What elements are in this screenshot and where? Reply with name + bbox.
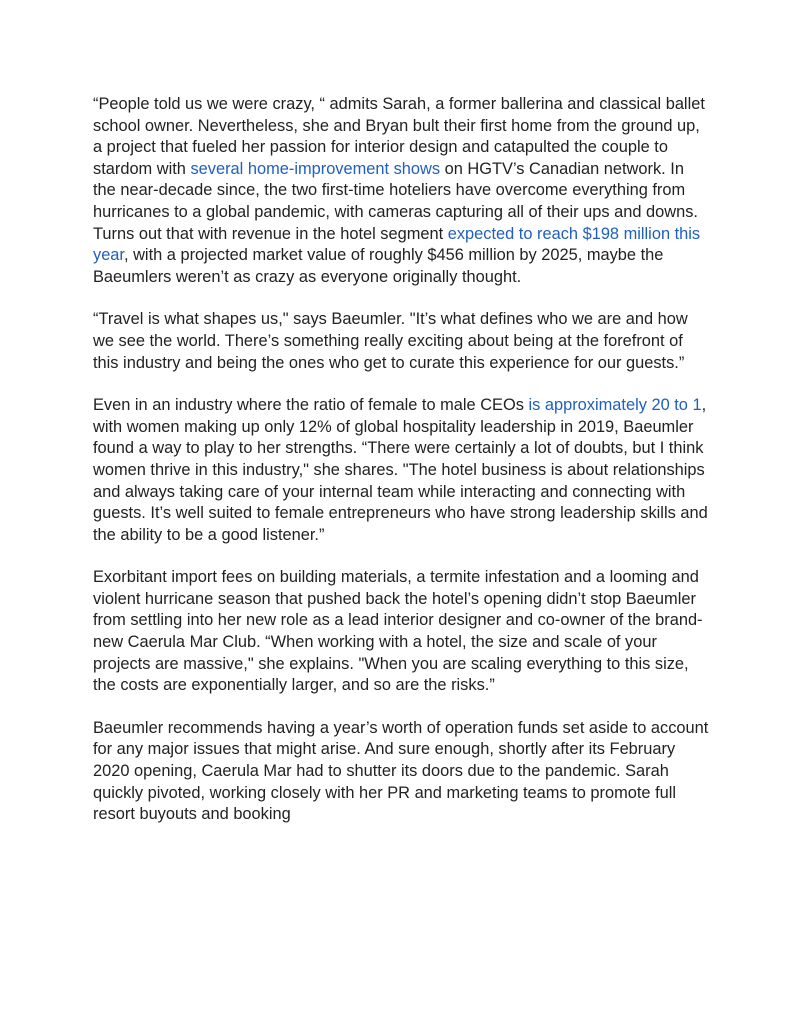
link-is-approximately-20-to-1[interactable]: is approximately 20 to 1 [528, 396, 702, 415]
article-body [93, 94, 711, 847]
link-expected-to-reach[interactable]: expected to reach $198 million this year [93, 224, 701, 265]
link-several-home-improvement-shows[interactable]: several home-improvement shows [190, 159, 441, 178]
paragraph-1 [93, 94, 711, 288]
text-segment: Exorbitant import fees on building materials, a termite infestation and a looming and violent hurricane season that pushed back the hotel’s opening didn’t stop Baeumler from settling into her new role as a lead interior designer and co-owner of the brand-new Caerula Mar Club. “When working with a hotel, the size and scale of your projects are massive," she explains. "When you are scaling everything to this size, the costs are exponentially larger, and so are the risks.” [93, 568, 703, 695]
text-segment: “People told us we were crazy, “ admits Sarah, a former ballerina and classical ballet school owner. Nevertheless, she and Bryan bult their first home from the ground up, a project that fueled her passion for interior design and catapulted the couple to stardom with [93, 95, 705, 178]
paragraph-2 [93, 309, 711, 374]
paragraph-3 [93, 395, 711, 546]
text-segment: on HGTV’s Canadian network. In the near-decade since, the two first-time hoteliers have overcome everything from hurricanes to a global pandemic, with cameras capturing all of their ups and downs. Turns out that with revenue in the hotel segment [93, 159, 698, 243]
paragraph-5 [93, 718, 711, 826]
text-segment: Baeumler recommends having a year’s worth of operation funds set aside to account for any major issues that might arise. And sure enough, shortly after its February 2020 opening, Caerula Mar had to shutter its doors due to the pandemic. Sarah quickly pivoted, working closely with her PR and marketing teams to promote full resort buyouts and booking [93, 718, 709, 824]
text-segment: Even in an industry where the ratio of female to male CEOs [93, 396, 529, 415]
paragraph-4 [93, 567, 711, 697]
text-segment: , with women making up only 12% of global hospitality leadership in 2019, Baeumler found a way to play to her strengths. “There were certainly a lot of doubts, but I think women thrive in this industry," she shares. "The hotel business is about relationships and always taking care of your internal team while interacting and connecting with guests. It’s well suited to female entrepreneurs who have strong leadership skills and the ability to be a good listener.” [93, 396, 708, 544]
text-segment: , with a projected market value of roughly $456 million by 2025, maybe the Baeumlers weren’t as crazy as everyone originally thought. [93, 246, 664, 286]
text-segment: “Travel is what shapes us," says Baeumler. "It’s what defines who we are and how we see the world. There’s something really exciting about being at the forefront of this industry and being the ones who get to curate this experience for our guests.” [93, 310, 688, 372]
